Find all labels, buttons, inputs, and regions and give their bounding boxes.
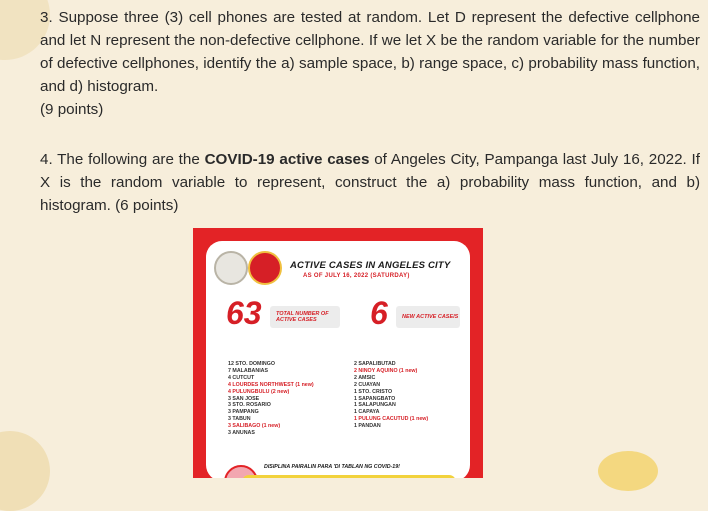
- infographic-card: [206, 241, 470, 478]
- barangay-case-item: 12 STO. DOMINGO: [228, 361, 275, 367]
- question-3: [40, 6, 700, 121]
- infographic-title: ACTIVE CASES IN ANGELES CITY: [290, 260, 451, 271]
- question-4-highlight: COVID-19 active cases: [204, 151, 370, 168]
- barangay-case-item: 1 SALAPUNGAN: [354, 402, 396, 409]
- barangay-case-item: 1 PANDAN: [354, 423, 381, 430]
- infographic-subtitle: AS OF JULY 16, 2022 (SATURDAY): [303, 273, 410, 279]
- total-active-label: TOTAL NUMBER OF ACTIVE CASES: [270, 306, 340, 328]
- decorative-circle: [0, 431, 50, 511]
- barangay-case-item: 3 ANUNAS: [228, 430, 255, 437]
- barangay-case-item: 2 NINOY AQUINO (1 new): [354, 367, 418, 374]
- barangay-case-item: 2 AMSIC: [354, 374, 376, 381]
- barangay-case-item: 4 LOURDES NORTHWEST (1 new): [228, 381, 314, 388]
- barangay-case-item: 4 CUTCUT: [228, 374, 255, 381]
- new-active-label: NEW ACTIVE CASE/S: [396, 306, 460, 328]
- barangay-case-item: 3 TABUN: [228, 416, 251, 423]
- barangay-case-item: 4 PULUNGBULU (2 new): [228, 388, 290, 395]
- total-active-count: 63: [226, 295, 262, 331]
- barangay-list-left: [228, 361, 314, 437]
- covid-infographic: [193, 228, 483, 478]
- barangay-case-item: 3 SAN JOSE: [228, 395, 260, 402]
- barangay-case-item: 3 STO. ROSARIO: [228, 402, 271, 409]
- barangay-case-item: 1 STO. CRISTO: [354, 388, 393, 395]
- question-3-text: 3. Suppose three (3) cell phones are tested at random. Let D represent the defective cellphone and let N represent the non-defective cellphone. If we let X be the random variable for the number of defective cellphones, identify the a) sample space, b) range space, c) probability mass function, and d) histogram.: [40, 9, 700, 95]
- barangay-case-item: 1 SAPANGBATO: [354, 395, 396, 402]
- question-4: [40, 148, 700, 217]
- barangay-case-item: 1 CAPAYA: [354, 409, 380, 416]
- covid-task-force-logo: [248, 251, 282, 285]
- barangay-list-right: [354, 361, 428, 430]
- barangay-case-item: 2 SAPALIBUTAD: [354, 361, 396, 367]
- question-3-points: (9 points): [40, 101, 104, 118]
- barangay-case-item: 2 CUAYAN: [354, 381, 381, 388]
- question-4-suffix: of Angeles City, Pampanga last July 16, 2022. If X is the random variable to represent, construct the a) probability mass function, and b) histogram. (6 points): [40, 151, 700, 214]
- decorative-blob: [598, 451, 658, 491]
- new-active-count: 6: [370, 295, 388, 331]
- barangay-case-item: 7 MALABANIAS: [228, 367, 269, 374]
- barangay-case-item: 1 PULUNG CACUTUD (1 new): [354, 416, 429, 423]
- footer-strip: [242, 475, 456, 478]
- question-4-prefix: 4. The following are the: [40, 151, 205, 168]
- barangay-case-item: 3 SALIBAGO (1 new): [228, 423, 281, 430]
- barangay-case-item: 3 PAMPANG: [228, 409, 259, 416]
- city-seal-logo: [214, 251, 248, 285]
- footer-slogan: DISIPLINA PAIRALIN PARA 'DI TABLAN NG COVID-19!: [264, 464, 400, 470]
